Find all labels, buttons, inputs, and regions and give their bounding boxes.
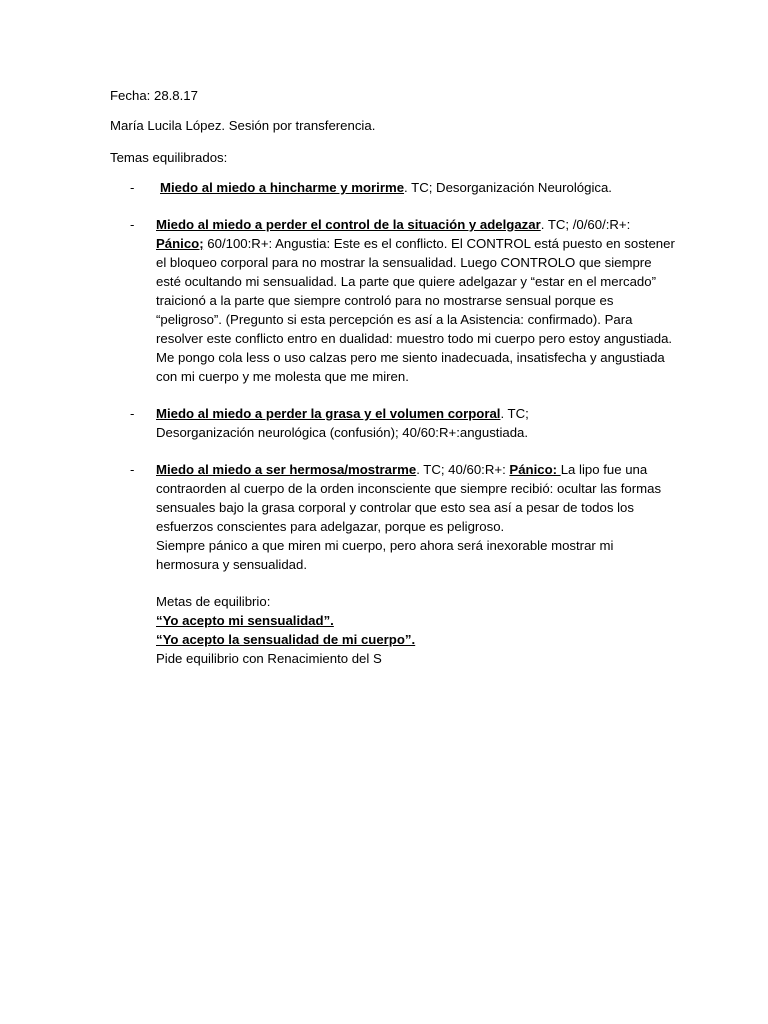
date-line: Fecha: 28.8.17: [110, 88, 198, 103]
item-title: Miedo al miedo a perder la grasa y el volumen corporal: [156, 406, 501, 421]
topics-label: Temas equilibrados:: [110, 150, 228, 165]
item-emphasis: Pánico:: [509, 462, 561, 477]
list-dash: -: [130, 406, 135, 421]
item-title: Miedo al miedo a hincharme y morirme: [160, 180, 405, 195]
item-title: Miedo al miedo a perder el control de la situación y adelgazar: [156, 217, 541, 232]
goals-footer: Pide equilibrio con Renacimiento del S: [156, 651, 382, 666]
list-dash: -: [130, 462, 135, 477]
item-emphasis: Pánico;: [156, 236, 204, 251]
list-dash: -: [130, 180, 135, 195]
goals-label: Metas de equilibrio:: [156, 594, 271, 609]
item-body: [160, 178, 680, 197]
goals-section: [156, 592, 415, 668]
item-details: . TC; Desorganización neurológica (confusión); 40/60:R+:angustiada.: [156, 406, 529, 440]
item-body: [156, 215, 676, 386]
goal-2: “Yo acepto la sensualidad de mi cuerpo”.: [156, 632, 416, 647]
item-extra: Siempre pánico a que miren mi cuerpo, pero ahora será inexorable mostrar mi hermosura y sensualidad.: [156, 538, 614, 572]
item-text: La lipo fue una contraorden al cuerpo de la orden inconsciente que siempre recibió: ocultar las formas sensuales bajo la grasa corporal y controlar que esto sea así a pesar de todos los esfuerzos conscientes para adelgazar, porque es peligroso.: [156, 462, 662, 534]
item-details: . TC; Desorganización Neurológica.: [404, 180, 612, 195]
client-line: María Lucila López. Sesión por transferencia.: [110, 118, 376, 133]
item-details: . TC; 40/60:R+:: [416, 462, 510, 477]
item-title: Miedo al miedo a ser hermosa/mostrarme: [156, 462, 417, 477]
item-details: . TC; /0/60/:R+:: [540, 217, 631, 232]
item-body: [156, 404, 626, 442]
goal-1: “Yo acepto mi sensualidad”.: [156, 613, 334, 628]
item-body: [156, 460, 676, 574]
item-text: 60/100:R+: Angustia: Este es el conflicto. El CONTROL está puesto en sostener el bloqueo corporal para no mostrar la sensualidad. Luego CONTROLO que siempre esté ocultando mi sensualidad. La parte que quiere adelgazar y “estar en el mercado” traicionó a la parte que siempre controló para no mostrarse sensual porque es “peligroso”. (Pregunto si esta percepción es así a la Asistencia: confirmado). Para resolver este conflicto entro en dualidad: muestro todo mi cuerpo pero estoy angustiada. Me pongo cola less o uso calzas pero me siento inadecuada, insatisfecha y angustiada con mi cuerpo y me molesta que me miren.: [156, 236, 675, 384]
list-dash: -: [130, 217, 135, 232]
